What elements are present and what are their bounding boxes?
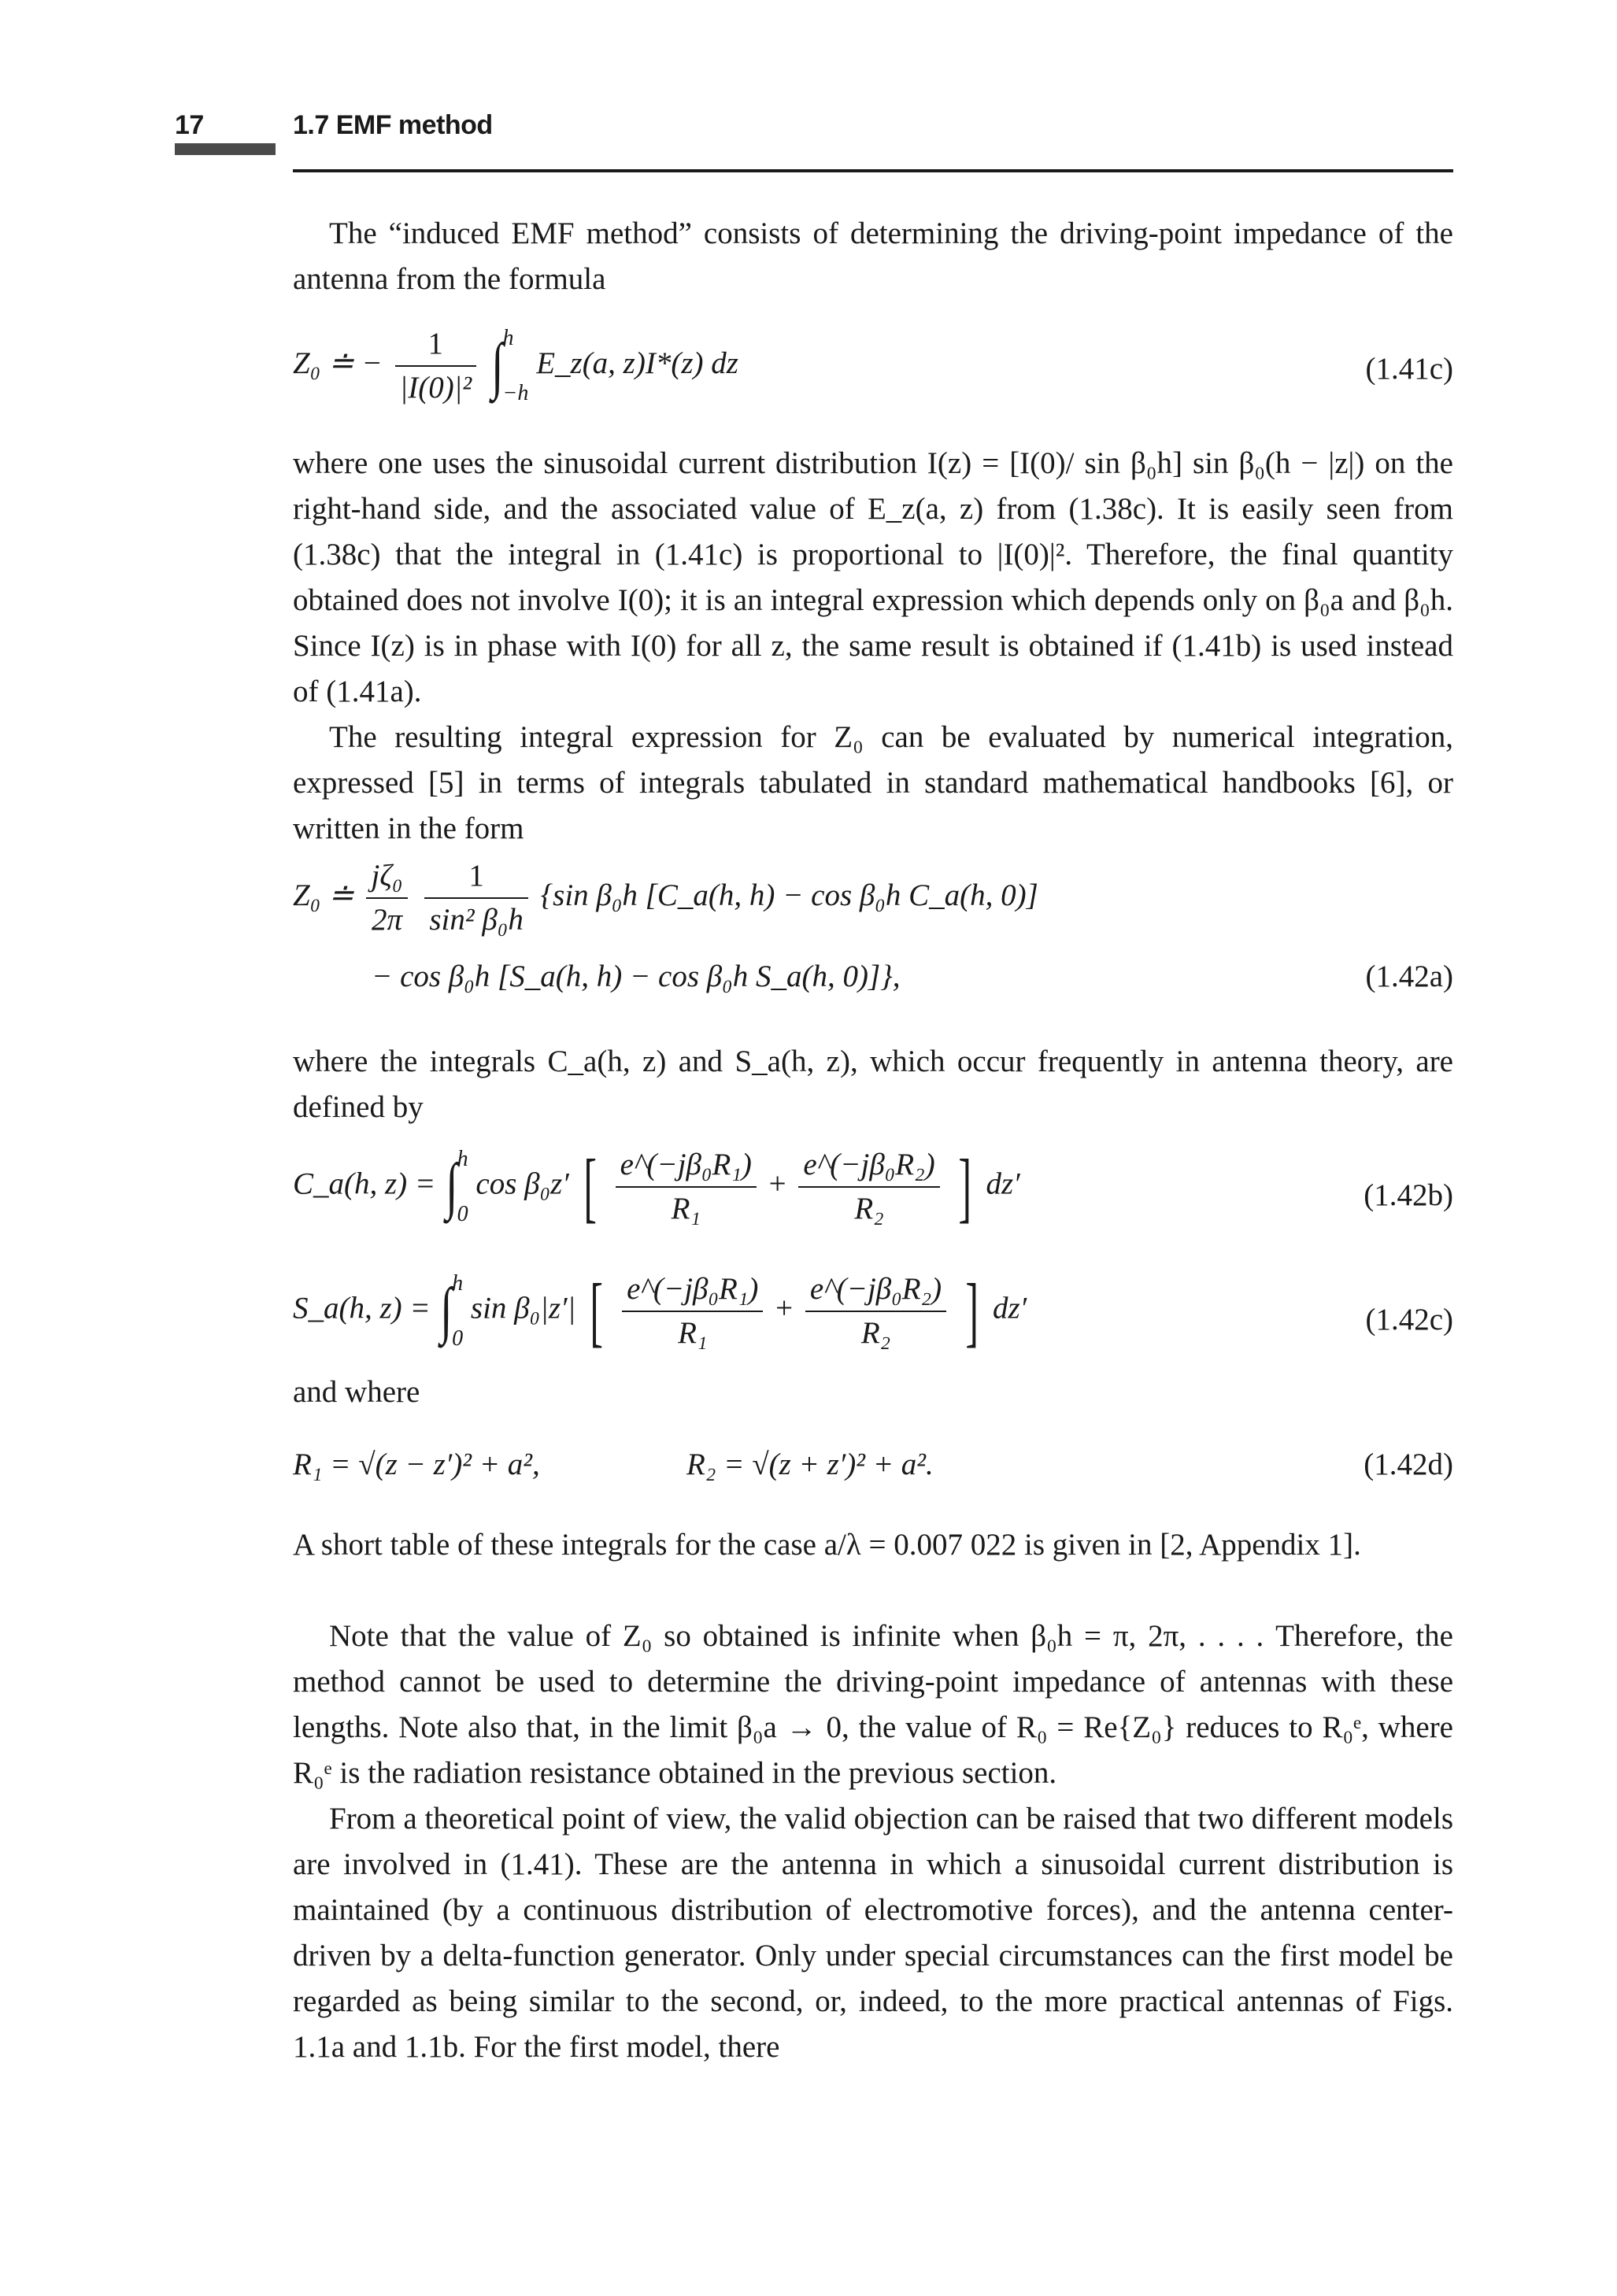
paragraph-7-text: Note that the value of Z₀ so obtained is infinite when β₀h = π, 2π, . . . . Therefore, the method cannot be used to determine the driving-point impedance of antennas with these lengths. Note also that, in the limit β₀a → 0, the value of R₀ = Re{Z₀} reduces to R₀ᵉ, where R₀ᵉ is the radiation resistance obtained in the previous section. [293, 1619, 1453, 1790]
eq142b-term-1 [616, 1147, 757, 1227]
eq142a-fraction-2 [424, 858, 527, 938]
eq141c-frac-den: |I(0)|² [399, 371, 472, 405]
page-number: 17 [175, 110, 204, 140]
equation-1-41c [293, 323, 1453, 433]
eq142d-r1: R₁ = √(z − z′)² + a², [293, 1447, 540, 1481]
eq142c-t1-den: R₁ [678, 1315, 708, 1350]
eq142b-t2-den: R₂ [854, 1191, 884, 1226]
eq142b-t1-num: e^(−jβ₀R₁) [616, 1147, 757, 1188]
integral-sign: ∫ [491, 331, 504, 401]
paragraph-4-text: where the integrals C_a(h, z) and S_a(h, z), which occur frequently in antenna theory, are defined by [293, 1044, 1453, 1124]
eq142c-lhs: S_a(h, z) = [293, 1291, 431, 1325]
equation-1-42b: C_a(h, z) = ∫ h 0 cos β₀z′ [ $\frac{\text{e\textasciicircum{}(−jβ₀R₁)}}{\text{R₁}}$ + $\frac{\text{e\textasciicircum{}(−jβ₀R₂)}}{\text{R₂}}$ ] dz′ (1.42b) [293, 1143, 1453, 1230]
left-bracket: [ [590, 1267, 604, 1355]
eq142a-frac1-den: 2π [372, 903, 403, 937]
eq142b-tail: dz′ [986, 1166, 1020, 1201]
eq142a-line1: {sin β₀h [C_a(h, h) − cos β₀h C_a(h, 0)] [540, 878, 1038, 912]
paragraph-7 [293, 1614, 1453, 1796]
paragraph-2 [293, 441, 1453, 715]
eq142c-tail: dz′ [992, 1291, 1027, 1325]
eq141c-integrand: E_z(a, z)I*(z) dz [536, 346, 738, 380]
section-title: 1.7 EMF method [293, 110, 493, 140]
paragraph-6-text: A short table of these integrals for the case a/λ = 0.007 022 is given in [2, Appendix 1]. [293, 1528, 1361, 1562]
eq141c-lower: −h [502, 381, 529, 405]
eq142c-t2-num: e^(−jβ₀R₂) [805, 1271, 946, 1312]
eq142b-lower: 0 [457, 1201, 468, 1226]
integral-sign: ∫ [446, 1152, 458, 1221]
eq142a-frac2-num: 1 [424, 858, 527, 899]
eq142a-fraction-1 [366, 858, 407, 938]
eq141c-lhs: Z₀ ≐ − [293, 346, 383, 380]
eq142c-t1-num: e^(−jβ₀R₁) [622, 1271, 763, 1312]
paragraph-6 [293, 1522, 1453, 1568]
eq142a-line2: − cos β₀h [S_a(h, h) − cos β₀h S_a(h, 0)]}, [372, 959, 901, 993]
eq141c-number: (1.41c) [1365, 352, 1453, 386]
eq142b-lhs: C_a(h, z) = [293, 1166, 436, 1201]
paragraph-2-text: where one uses the sinusoidal current distribution I(z) = [I(0)/ sin β₀h] sin β₀(h − |z|) on the right-hand side, and the associated value of E_z(a, z) from (1.38c). It is easily seen from (1.38c) that the integral in (1.41c) is proportional to |I(0)|². Therefore, the final quantity obtained does not involve I(0); it is an integral expression which depends only on β₀a and β₀h. Since I(z) is in phase with I(0) for all z, the same result is obtained if (1.41b) is used instead of (1.41a). [293, 446, 1453, 708]
eq142b-number: (1.42b) [1364, 1178, 1453, 1212]
eq141c-fraction [395, 326, 477, 406]
eq142d-r2: R₂ = √(z + z′)² + a². [686, 1447, 934, 1481]
eq141c-upper: h [502, 326, 514, 350]
integral-sign: ∫ [440, 1276, 453, 1345]
paragraph-5-text: and where [293, 1375, 420, 1409]
eq142a-lhs: Z₀ ≐ [293, 878, 354, 912]
eq142c-number: (1.42c) [1365, 1303, 1453, 1337]
equation-1-42a [293, 858, 1453, 1015]
eq142c-factor: sin β₀|z′| [470, 1291, 576, 1325]
eq142c-lower: 0 [452, 1325, 464, 1351]
eq142d-number: (1.42d) [1364, 1447, 1453, 1481]
eq141c-frac-num: 1 [395, 326, 477, 367]
eq142b-factor: cos β₀z′ [475, 1166, 569, 1201]
paragraph-1-text: The “induced EMF method” consists of determining the driving-point impedance of the antenna from the formula [293, 216, 1453, 296]
eq142b-t1-den: R₁ [671, 1191, 701, 1226]
paragraph-3-text: The resulting integral expression for Z₀ can be evaluated by numerical integration, expressed [5] in terms of integrals tabulated in standard mathematical handbooks [6], or written in the form [293, 720, 1453, 845]
header-rule [293, 169, 1453, 172]
eq142b-upper: h [457, 1146, 468, 1171]
eq142a-frac2-den: sin² β₀h [429, 903, 524, 937]
eq142b-term-2 [798, 1147, 939, 1227]
paragraph-1 [293, 211, 1453, 302]
eq142c-term-2 [805, 1271, 946, 1351]
eq142c-term-1 [622, 1271, 763, 1351]
eq142b-limits [457, 1144, 468, 1230]
equation-1-42c: S_a(h, z) = ∫ h 0 sin β₀|z′| [ $\frac{\text{e\textasciicircum{}(−jβ₀R₁)}}{\text{R₁}}$ + $\frac{\text{e\textasciicircum{}(−jβ₀R₂)}}{\text{R₂}}$ ] dz′ (1.42c) [293, 1267, 1453, 1355]
paragraph-5 [293, 1370, 1453, 1415]
eq142a-number: (1.42a) [1365, 959, 1453, 993]
eq142c-limits [452, 1268, 463, 1355]
paragraph-8 [293, 1796, 1453, 2070]
paragraph-3 [293, 715, 1453, 852]
eq142b-t2-num: e^(−jβ₀R₂) [798, 1147, 939, 1188]
eq142a-frac1-num: jζ₀ [366, 858, 407, 899]
eq142c-t2-den: R₂ [860, 1315, 891, 1350]
paragraph-8-text: From a theoretical point of view, the valid objection can be raised that two different models are involved in (1.41). These are the antenna in which a sinusoidal current distribution is maintained (by a continuous distribution of electromotive forces), and the antenna center-driven by a delta-function generator. Only under special circumstances can the first model be regarded as being similar to the second, or, indeed, to the more practical antennas of Figs. 1.1a and 1.1b. For the first model, there [293, 1802, 1453, 2064]
page-number-bar [175, 143, 276, 155]
left-bracket: [ [583, 1143, 597, 1230]
eq141c-limits [503, 323, 529, 409]
eq142c-upper: h [452, 1270, 464, 1296]
right-bracket: ] [958, 1143, 972, 1230]
paragraph-4 [293, 1039, 1453, 1130]
right-bracket: ] [965, 1267, 979, 1355]
equation-1-42d [293, 1447, 1453, 1502]
